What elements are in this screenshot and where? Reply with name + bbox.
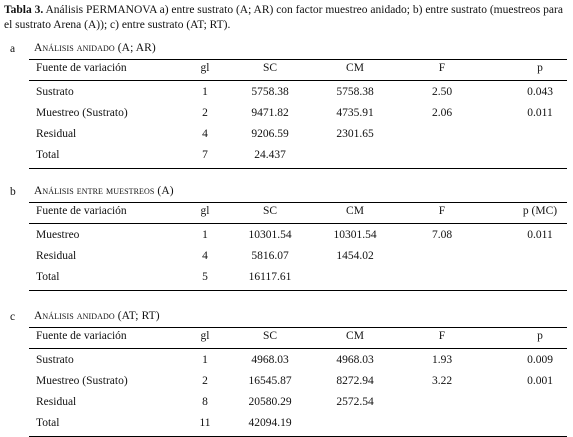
section-c-header-5: p <box>537 330 543 342</box>
section-c-header-1: gl <box>200 330 210 342</box>
section-c-row-1-col-2: 16545.87 <box>248 375 292 387</box>
section-b-header-rule <box>29 223 567 224</box>
section-b-header-3: CM <box>346 205 364 217</box>
section-b-header-1: gl <box>200 205 210 217</box>
section-c-top-rule <box>29 327 567 328</box>
caption-text: Análisis PERMANOVA a) entre sustrato (A; AR) con factor muestreo anidado; b) entre sustrato (muestreos para el sustrato Arena (A)); c) entre sustrato (AT; RT). <box>4 4 563 31</box>
section-a-row-0-col-5: 0.043 <box>527 86 553 98</box>
section-b-title: Análisis entre muestreos (A) <box>34 185 174 197</box>
section-c-row-0-col-4: 1.93 <box>431 354 453 366</box>
section-c-row-1-col-4: 3.22 <box>431 375 453 387</box>
section-c-row-3-col-2: 42094.19 <box>248 417 292 429</box>
section-a-header-1: gl <box>200 62 210 74</box>
section-b-row-1-col-0: Residual <box>36 250 77 262</box>
section-c-row-0-col-3: 4968.03 <box>336 354 374 366</box>
section-b-row-2-col-1: 5 <box>202 271 208 283</box>
section-b-header-5: p (MC) <box>522 205 558 217</box>
section-a-header-rule <box>29 80 567 81</box>
section-a-header-3: CM <box>346 62 364 74</box>
section-c-row-0-col-5: 0.009 <box>527 354 553 366</box>
section-a-row-1-col-1: 2 <box>202 107 208 119</box>
section-c-row-3-col-1: 11 <box>199 417 211 429</box>
section-a-row-2-col-0: Residual <box>36 128 77 140</box>
section-a-row-3-col-0: Total <box>36 149 60 161</box>
section-a-row-2-col-2: 9206.59 <box>251 128 289 140</box>
section-c-row-0-col-1: 1 <box>202 354 208 366</box>
section-c-row-1-col-3: 8272.94 <box>336 375 374 387</box>
section-c-header-2: SC <box>262 330 278 342</box>
section-a-header-5: p <box>537 62 543 74</box>
section-a-top-rule <box>29 59 567 60</box>
section-a-row-0-col-2: 5758.38 <box>251 86 289 98</box>
section-c-header-rule <box>29 348 567 349</box>
section-b-row-2-col-2: 16117.61 <box>248 271 292 283</box>
section-c-row-2-col-2: 20580.29 <box>248 396 292 408</box>
section-b-header-2: SC <box>262 205 278 217</box>
table-caption <box>4 3 569 33</box>
section-a-row-3-col-1: 7 <box>202 149 208 161</box>
section-b-row-0-col-3: 10301.54 <box>333 229 377 241</box>
section-a-row-0-col-3: 5758.38 <box>336 86 374 98</box>
section-a-row-2-col-3: 2301.65 <box>336 128 374 140</box>
section-a-header-4: F <box>438 62 446 74</box>
section-a-row-3-col-2: 24.437 <box>254 149 286 161</box>
section-c-row-2-col-0: Residual <box>36 396 77 408</box>
section-a-row-0-col-1: 1 <box>202 86 208 98</box>
section-a-row-1-col-0: Muestreo (Sustrato) <box>36 107 128 119</box>
section-b-row-1-col-1: 4 <box>202 250 208 262</box>
section-c-header-0: Fuente de variación <box>36 330 127 342</box>
section-a-row-0-col-4: 2.50 <box>431 86 453 98</box>
section-b-header-0: Fuente de variación <box>36 205 127 217</box>
section-b-row-0-col-0: Muestreo <box>36 229 80 241</box>
section-b-row-0-col-4: 7.08 <box>431 229 453 241</box>
section-b-row-0-col-1: 1 <box>202 229 208 241</box>
section-a-row-1-col-4: 2.06 <box>431 107 453 119</box>
section-c-row-2-col-1: 8 <box>202 396 208 408</box>
section-c-header-3: CM <box>346 330 364 342</box>
section-a-title: Análisis anidado (A; AR) <box>34 42 156 54</box>
section-b-row-2-col-0: Total <box>36 271 60 283</box>
caption-label: Tabla 3. <box>4 4 44 16</box>
section-a-header-0: Fuente de variación <box>36 62 127 74</box>
section-b-row-0-col-2: 10301.54 <box>248 229 292 241</box>
section-a-bottom-rule <box>29 168 567 169</box>
section-a-row-0-col-0: Sustrato <box>36 86 74 98</box>
section-b-bottom-rule <box>29 290 567 291</box>
section-b-row-0-col-5: 0.011 <box>527 229 553 241</box>
section-c-title: Análisis anidado (AT; RT) <box>34 310 160 322</box>
section-c-row-0-col-2: 4968.03 <box>251 354 289 366</box>
section-c-row-2-col-3: 2572.54 <box>336 396 374 408</box>
section-a-header-2: SC <box>262 62 278 74</box>
section-a-row-2-col-1: 4 <box>202 128 208 140</box>
section-c-row-1-col-1: 2 <box>202 375 208 387</box>
section-c-row-0-col-0: Sustrato <box>36 354 74 366</box>
section-a-letter: a <box>10 43 16 55</box>
section-b-row-1-col-2: 5816.07 <box>251 250 289 262</box>
section-a-row-1-col-3: 4735.91 <box>336 107 374 119</box>
section-c-header-4: F <box>438 330 446 342</box>
section-b-top-rule <box>29 202 567 203</box>
section-a-row-1-col-5: 0.011 <box>527 107 553 119</box>
section-c-row-1-col-5: 0.001 <box>527 375 553 387</box>
section-c-row-1-col-0: Muestreo (Sustrato) <box>36 375 128 387</box>
section-a-row-1-col-2: 9471.82 <box>251 107 289 119</box>
section-c-row-3-col-0: Total <box>36 417 60 429</box>
section-b-header-4: F <box>438 205 446 217</box>
section-c-letter: c <box>10 311 16 323</box>
section-b-letter: b <box>10 186 16 198</box>
section-b-row-1-col-3: 1454.02 <box>336 250 374 262</box>
